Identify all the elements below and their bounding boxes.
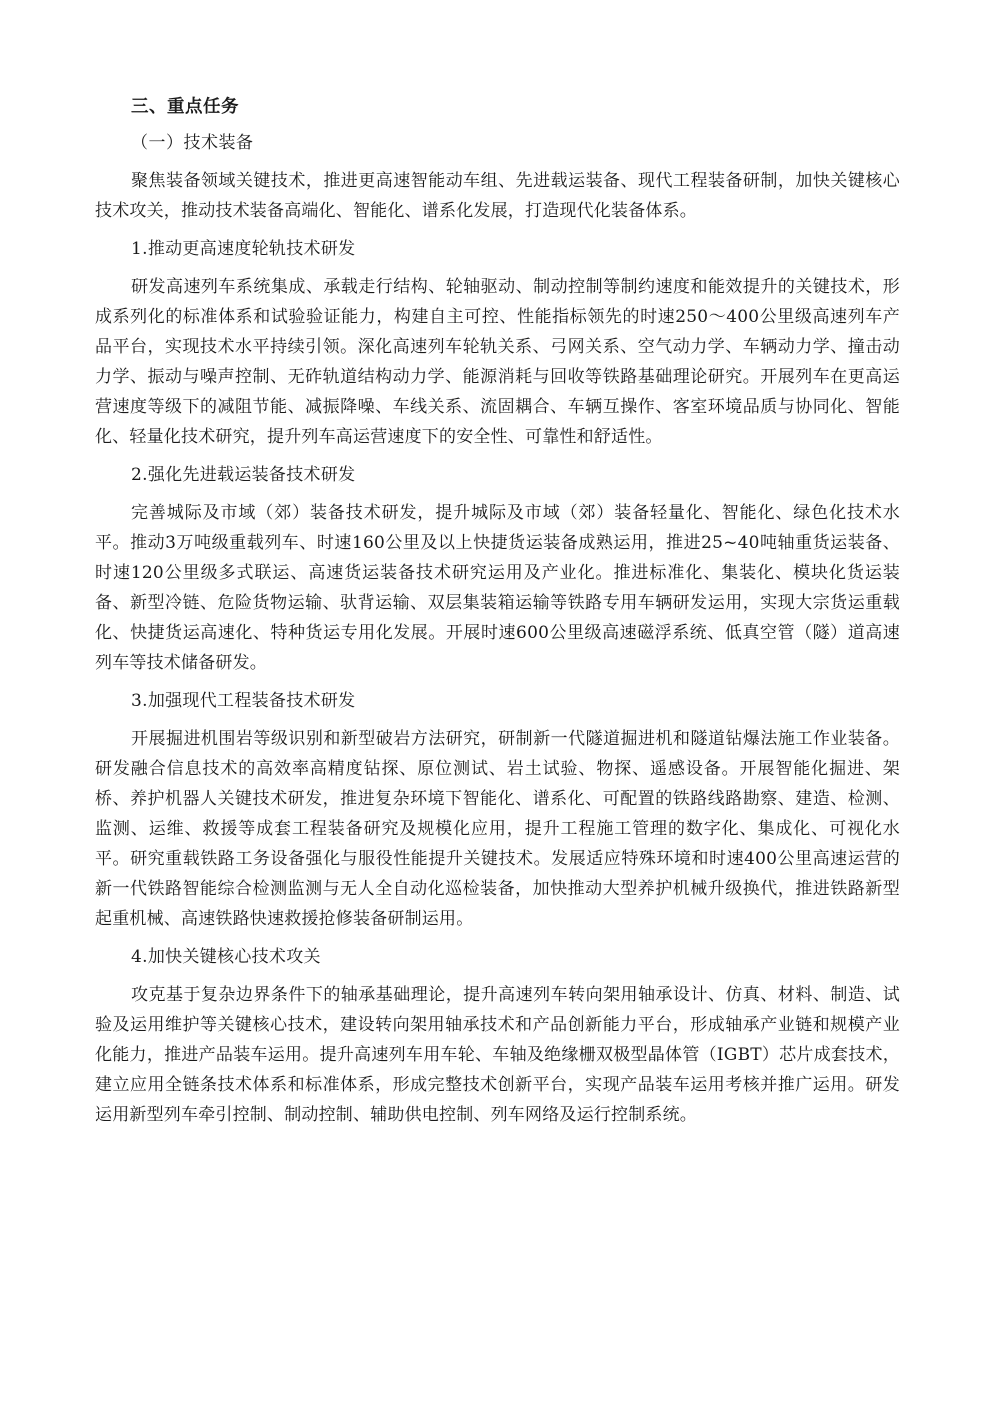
item-2-title: 2.强化先进载运装备技术研发 [131,465,356,485]
item-1-title: 1.推动更高速度轮轨技术研发 [131,239,356,259]
document-body [95,92,900,1134]
item-4-body: 攻克基于复杂边界条件下的轴承基础理论，提升高速列车转向架用轴承设计、仿真、材料、制造、试验及运用维护等关键核心技术，建设转向架用轴承技术和产品创新能力平台，形成轴承产业链和规模产业化能力，推进产品装车运用。提升高速列车用车轮、车轴及绝缘栅双极型晶体管（IGBT）芯片成套技术，建立应用全链条技术体系和标准体系，形成完整技术创新平台，实现产品装车运用考核并推广运用。研发运用新型列车牵引控制、制动控制、辅助供电控制、列车网络及运行控制系统。 [95,985,900,1125]
section-title: 三、重点任务 [131,97,239,117]
item-3-body: 开展掘进机围岩等级识别和新型破岩方法研究，研制新一代隧道掘进机和隧道钻爆法施工作业装备。研发融合信息技术的高效率高精度钻探、原位测试、岩土试验、物探、遥感设备。开展智能化掘进、架桥、养护机器人关键技术研发，推进复杂环境下智能化、谱系化、可配置的铁路线路勘察、建造、检测、监测、运维、救援等成套工程装备研究及规模化应用，提升工程施工管理的数字化、集成化、可视化水平。研究重载铁路工务设备强化与服役性能提升关键技术。发展适应特殊环境和时速400公里高速运营的新一代铁路智能综合检测监测与无人全自动化巡检装备，加快推动大型养护机械升级换代，推进铁路新型起重机械、高速铁路快速救援抢修装备研制运用。 [95,729,900,929]
item-3-title: 3.加强现代工程装备技术研发 [131,691,356,711]
intro-paragraph: 聚焦装备领域关键技术，推进更高速智能动车组、先进载运装备、现代工程装备研制，加快关键核心技术攻关，推动技术装备高端化、智能化、谱系化发展，打造现代化装备体系。 [95,171,900,221]
item-2-body: 完善城际及市域（郊）装备技术研发，提升城际及市域（郊）装备轻量化、智能化、绿色化技术水平。推动3万吨级重载列车、时速160公里及以上快捷货运装备成熟运用，推进25~40吨轴重货运装备、时速120公里级多式联运、高速货运装备技术研究运用及产业化。推进标准化、集装化、模块化货运装备、新型冷链、危险货物运输、驮背运输、双层集装箱运输等铁路专用车辆研发运用，实现大宗货运重载化、快捷货运高速化、特种货运专用化发展。开展时速600公里级高速磁浮系统、低真空管（隧）道高速列车等技术储备研发。 [95,503,900,673]
item-1-body: 研发高速列车系统集成、承载走行结构、轮轴驱动、制动控制等制约速度和能效提升的关键技术，形成系列化的标准体系和试验验证能力，构建自主可控、性能指标领先的时速250～400公里级高速列车产品平台，实现技术水平持续引领。深化高速列车轮轨关系、弓网关系、空气动力学、车辆动力学、撞击动力学、振动与噪声控制、无砟轨道结构动力学、能源消耗与回收等铁路基础理论研究。开展列车在更高运营速度等级下的减阻节能、减振降噪、车线关系、流固耦合、车辆互操作、客室环境品质与协同化、智能化、轻量化技术研究，提升列车高运营速度下的安全性、可靠性和舒适性。 [95,277,900,447]
subsection-title: （一）技术装备 [131,133,254,153]
item-4-title: 4.加快关键核心技术攻关 [131,947,321,967]
